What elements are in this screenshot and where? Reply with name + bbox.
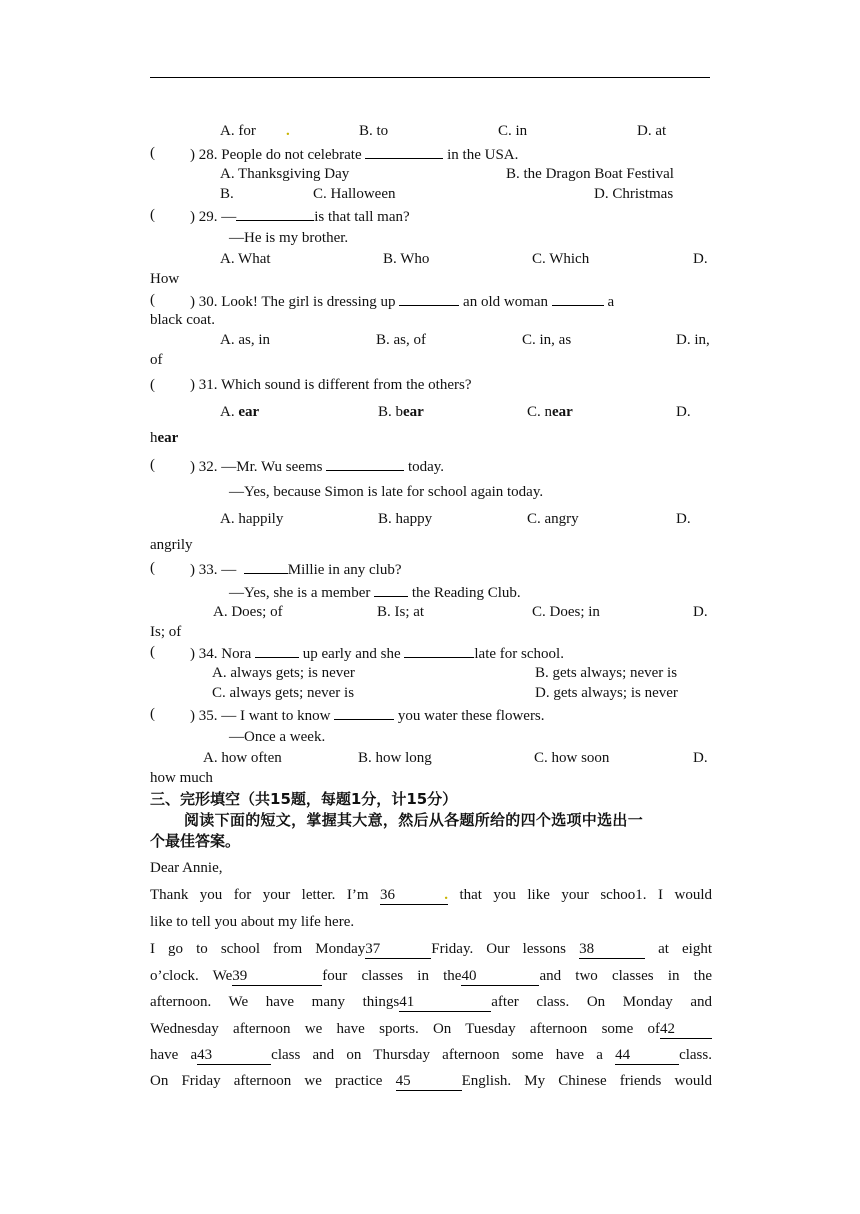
blank-39: 39 (232, 967, 322, 986)
q32-reply: —Yes, because Simon is late for school again today. (229, 484, 544, 500)
section3-instruction-line1: 阅读下面的短文，掌握其大意，然后从各题所给的四个选项中选出一 (184, 811, 644, 829)
q35-option-c: C. how soon (534, 750, 610, 766)
q30-option-a: A. as, in (220, 332, 270, 348)
blank-37: 37 (365, 940, 431, 959)
q32-option-b: B. happy (378, 511, 433, 527)
passage-line-7: have a43 class and on Thursday afternoon some have a 44 class. (150, 1047, 712, 1063)
passage-line-2: like to tell you about my life here. (150, 914, 355, 930)
q30-stem: ) 30. Look! The girl is dressing up an old woman a (190, 290, 614, 312)
q28-option-c: C. Halloween (313, 186, 396, 202)
passage-line-4: o’clock. We39 four classes in the40 and two classes in the (150, 968, 712, 984)
q34-option-a: A. always gets; is never (212, 665, 355, 681)
q27-option-b: B. to (359, 123, 389, 139)
highlight-dot: . (286, 123, 290, 139)
q33-option-d-text: Is; of (150, 624, 182, 640)
q35-stem: ) 35. — I want to know you water these flowers. (190, 704, 545, 726)
q32-paren-open: ( (150, 457, 155, 473)
q32-option-d: D. (676, 511, 691, 527)
q32-option-d-text: angrily (150, 537, 193, 553)
q31-option-d-text: hear (150, 430, 179, 446)
q30-option-d: D. in, (676, 332, 710, 348)
q27-option-c: C. in (498, 123, 528, 139)
q30-option-d-text: of (150, 352, 163, 368)
q31-paren-open: ( (150, 377, 155, 393)
blank-45: 45 (396, 1072, 462, 1091)
q29-option-b: B. Who (383, 251, 430, 267)
passage-line-1: Thank you for your letter. I’m 36 . that you like your schoo1. I would (150, 887, 712, 903)
q29-reply: —He is my brother. (229, 230, 349, 246)
section3-instruction-line2: 个最佳答案。 (150, 832, 241, 850)
q29-option-d-text: How (150, 271, 180, 287)
q35-option-d: D. (693, 750, 708, 766)
q31-option-c: C. near (527, 404, 573, 420)
q33-option-c: C. Does; in (532, 604, 600, 620)
blank-41: 41 (399, 993, 491, 1012)
q34-paren-open: ( (150, 644, 155, 660)
q28-option-b: B. the Dragon Boat Festival (506, 166, 674, 182)
q32-option-a: A. happily (220, 511, 284, 527)
blank-42: 42 (660, 1020, 712, 1039)
q32-option-c: C. angry (527, 511, 579, 527)
blank-43: 43 (197, 1046, 271, 1065)
q30-option-c: C. in, as (522, 332, 572, 348)
q29-option-c: C. Which (532, 251, 590, 267)
q29-stem: ) 29. — is that tall man? (190, 205, 410, 227)
q34-stem: ) 34. Nora up early and she late for school. (190, 642, 564, 664)
q32-stem: ) 32. —Mr. Wu seems today. (190, 455, 444, 477)
q29-option-a: A. What (220, 251, 271, 267)
q31-stem: ) 31. Which sound is different from the others? (190, 377, 472, 393)
q33-option-a: A. Does; of (213, 604, 283, 620)
q30-stem-cont: black coat. (150, 312, 215, 328)
blank-44: 44 (615, 1046, 679, 1065)
q28-option-d: D. Christmas (594, 186, 674, 202)
q34-option-b: B. gets always; never is (535, 665, 678, 681)
q33-paren-open: ( (150, 560, 155, 576)
q30-option-b: B. as, of (376, 332, 426, 348)
passage-line-6: Wednesday afternoon we have sports. On Tuesday afternoon some of42 (150, 1019, 712, 1039)
q28-stem: ) 28. People do not celebrate in the USA. (190, 143, 518, 165)
q33-option-b: B. Is; at (377, 604, 425, 620)
q33-stem: ) 33. — Millie in any club? (190, 558, 401, 580)
passage-line-3: I go to school from Monday37 Friday. Our lessons 38 at eight (150, 941, 713, 957)
q31-option-b: B. bear (378, 404, 424, 420)
q35-reply: —Once a week. (229, 729, 326, 745)
blank-38: 38 (579, 940, 645, 959)
q27-option-a: A. for (220, 123, 256, 139)
blank-40: 40 (461, 967, 539, 986)
q29-option-d: D. (693, 251, 708, 267)
q30-paren-open: ( (150, 292, 155, 308)
header-rule (150, 77, 710, 78)
q27-option-d: D. at (637, 123, 667, 139)
q34-option-c: C. always gets; never is (212, 685, 355, 701)
q35-paren-open: ( (150, 706, 155, 722)
passage-line-5: afternoon. We have many things41 after class. On Monday and (150, 994, 712, 1010)
q35-option-b: B. how long (358, 750, 432, 766)
q33-option-d: D. (693, 604, 708, 620)
passage-line-8: On Friday afternoon we practice 45 English. My Chinese friends would (150, 1073, 713, 1089)
section3-title: 三、完形填空（共15题，每题1分，计15分） (150, 790, 458, 808)
q31-option-d: D. (676, 404, 691, 420)
letter-greeting: Dear Annie, (150, 860, 223, 876)
q28-option-b-label: B. (220, 186, 234, 202)
q35-option-d-text: how much (150, 770, 213, 786)
q29-paren-open: ( (150, 207, 155, 223)
q28-paren-open: ( (150, 145, 155, 161)
q33-reply: —Yes, she is a member the Reading Club. (229, 581, 521, 603)
q28-option-a: A. Thanksgiving Day (220, 166, 350, 182)
q34-option-d: D. gets always; is never (535, 685, 678, 701)
q35-option-a: A. how often (203, 750, 282, 766)
q31-option-a: A. ear (220, 404, 260, 420)
